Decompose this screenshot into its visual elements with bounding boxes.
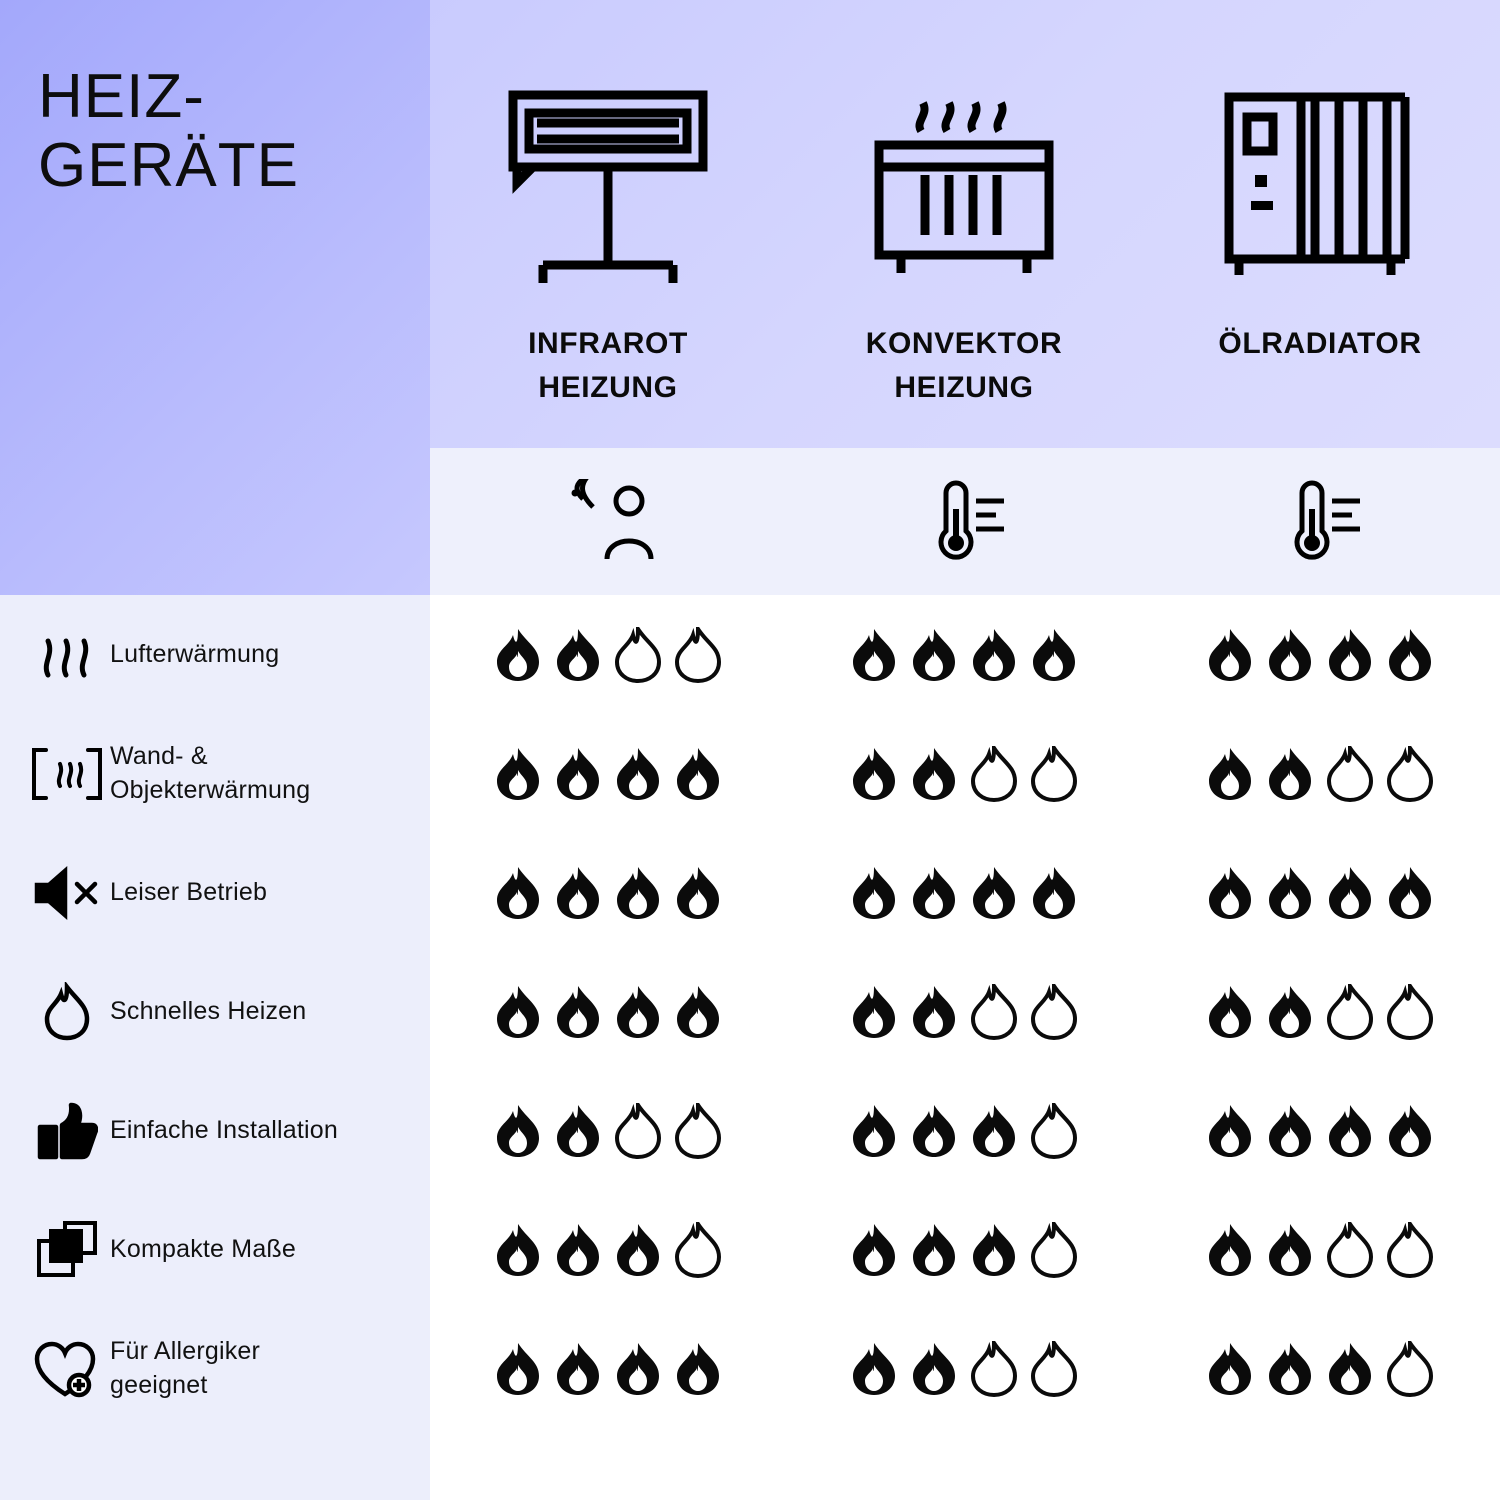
flame-filled-icon	[675, 746, 721, 802]
flame-filled-icon	[1267, 865, 1313, 921]
flame-filled-icon	[971, 1222, 1017, 1278]
column-title-konvektor	[786, 322, 1142, 409]
flame-filled-icon	[911, 1222, 957, 1278]
flame-filled-icon	[971, 865, 1017, 921]
page-title	[38, 62, 418, 201]
flame-empty-icon	[615, 627, 661, 683]
flame-filled-icon	[615, 984, 661, 1040]
rating-cell	[430, 952, 786, 1071]
flame-filled-icon	[1207, 627, 1253, 683]
flame-filled-icon	[851, 1341, 897, 1397]
row-label-line1: Leiser Betrieb	[110, 877, 268, 906]
flame-filled-icon	[555, 1103, 601, 1159]
flame-filled-icon	[555, 865, 601, 921]
flame-filled-icon	[911, 984, 957, 1040]
flame-filled-icon	[1207, 1222, 1253, 1278]
rating-cell	[786, 1309, 1142, 1428]
flame-empty-icon	[1387, 1222, 1433, 1278]
table-row	[0, 1190, 1500, 1309]
flame-empty-icon	[615, 1103, 661, 1159]
infrared-heater-icon	[430, 78, 786, 293]
rating-cell	[430, 714, 786, 833]
rating-cell	[1142, 833, 1498, 952]
row-label	[0, 1071, 430, 1190]
flame-filled-icon	[495, 1222, 541, 1278]
flame-filled-icon	[555, 984, 601, 1040]
flame-filled-icon	[1267, 746, 1313, 802]
flame-filled-icon	[851, 1222, 897, 1278]
thumbs-up-icon	[24, 1101, 110, 1161]
column-header-infrarot	[430, 0, 786, 448]
flame-filled-icon	[675, 865, 721, 921]
flame-filled-icon	[1387, 865, 1433, 921]
rating-cell	[786, 952, 1142, 1071]
flame-empty-icon	[1327, 746, 1373, 802]
row-label-line2: Objekterwärmung	[110, 775, 311, 804]
flame-filled-icon	[495, 627, 541, 683]
heat-waves-icon	[24, 629, 110, 681]
flame-filled-icon	[495, 984, 541, 1040]
flame-filled-icon	[615, 746, 661, 802]
flame-filled-icon	[1267, 1222, 1313, 1278]
flame-empty-icon	[1031, 746, 1077, 802]
flame-empty-icon	[971, 746, 1017, 802]
row-label-line1: Kompakte Maße	[110, 1234, 297, 1263]
column-header-konvektor	[786, 0, 1142, 448]
flame-filled-icon	[615, 1341, 661, 1397]
row-label	[0, 1190, 430, 1309]
flame-filled-icon	[911, 865, 957, 921]
flame-filled-icon	[495, 865, 541, 921]
flame-empty-icon	[1031, 1103, 1077, 1159]
wall-heating-icon	[24, 746, 110, 802]
mute-speaker-icon	[24, 866, 110, 920]
row-label	[0, 952, 430, 1071]
rating-cell	[1142, 595, 1498, 714]
row-label-text	[110, 740, 320, 808]
flame-filled-icon	[495, 1103, 541, 1159]
flame-empty-icon	[1031, 1222, 1077, 1278]
flame-empty-icon	[1031, 1341, 1077, 1397]
flame-filled-icon	[1327, 1341, 1373, 1397]
flame-empty-icon	[1387, 984, 1433, 1040]
table-row	[0, 714, 1500, 833]
row-label-line2: geeignet	[110, 1370, 208, 1399]
row-label-text	[110, 1114, 348, 1148]
column-title-line2: HEIZUNG	[894, 370, 1034, 404]
rating-cell	[786, 1190, 1142, 1309]
flame-filled-icon	[555, 746, 601, 802]
flame-empty-icon	[971, 984, 1017, 1040]
oil-radiator-icon	[1142, 78, 1498, 293]
row-label	[0, 1309, 430, 1428]
flame-filled-icon	[1207, 865, 1253, 921]
flame-filled-icon	[1327, 1103, 1373, 1159]
rating-cell	[430, 1190, 786, 1309]
flame-filled-icon	[555, 1222, 601, 1278]
table-row	[0, 1071, 1500, 1190]
row-label-line1: Für Allergiker	[110, 1336, 261, 1365]
flame-filled-icon	[675, 1341, 721, 1397]
flame-filled-icon	[1327, 627, 1373, 683]
row-label	[0, 714, 430, 833]
column-title-line1: KONVEKTOR	[865, 327, 1063, 360]
flame-empty-icon	[675, 627, 721, 683]
table-row	[0, 1309, 1500, 1428]
radiant-person-icon	[430, 448, 786, 595]
thermometer-icon	[786, 448, 1142, 595]
flame-filled-icon	[1267, 1103, 1313, 1159]
table-row	[0, 952, 1500, 1071]
rating-cell	[1142, 714, 1498, 833]
flame-filled-icon	[1267, 984, 1313, 1040]
flame-filled-icon	[851, 746, 897, 802]
flame-filled-icon	[1207, 1103, 1253, 1159]
table-row	[0, 595, 1500, 714]
flame-filled-icon	[851, 1103, 897, 1159]
column-title-line1: INFRAROT	[528, 327, 688, 360]
flame-empty-icon	[1387, 746, 1433, 802]
flame-filled-icon	[911, 627, 957, 683]
row-label-line1: Einfache Installation	[110, 1115, 338, 1144]
column-title-line2: HEIZUNG	[538, 370, 678, 404]
flame-filled-icon	[1387, 1103, 1433, 1159]
row-label-line1: Schnelles Heizen	[110, 996, 307, 1025]
flame-empty-icon	[1327, 1222, 1373, 1278]
rating-cell	[430, 833, 786, 952]
row-label-text	[110, 638, 289, 672]
flame-filled-icon	[555, 627, 601, 683]
convector-heater-icon	[786, 78, 1142, 293]
column-title-line1: ÖLRADIATOR	[1218, 327, 1422, 360]
flame-filled-icon	[911, 746, 957, 802]
flame-empty-icon	[1387, 1341, 1433, 1397]
row-label-text	[110, 995, 316, 1029]
flame-filled-icon	[1327, 865, 1373, 921]
row-label-text	[110, 1335, 270, 1403]
flame-filled-icon	[1031, 627, 1077, 683]
flame-filled-icon	[615, 865, 661, 921]
rating-cell	[786, 595, 1142, 714]
flame-filled-icon	[615, 1222, 661, 1278]
flame-filled-icon	[1031, 865, 1077, 921]
table-row	[0, 833, 1500, 952]
rating-cell	[430, 595, 786, 714]
rating-cell	[1142, 1071, 1498, 1190]
flame-filled-icon	[851, 984, 897, 1040]
page-title-line2: GERÄTE	[38, 131, 299, 201]
flame-filled-icon	[495, 746, 541, 802]
flame-empty-icon	[675, 1103, 721, 1159]
page-title-line1: HEIZ-	[38, 62, 205, 131]
row-label-line1: Lufterwärmung	[110, 639, 280, 668]
flame-filled-icon	[555, 1341, 601, 1397]
flame-filled-icon	[1207, 984, 1253, 1040]
thermometer-icon	[1142, 448, 1498, 595]
heart-plus-icon	[24, 1338, 110, 1400]
flame-filled-icon	[971, 627, 1017, 683]
flame-empty-icon	[1327, 984, 1373, 1040]
flame-filled-icon	[1387, 627, 1433, 683]
flame-outline-icon	[24, 982, 110, 1042]
flame-filled-icon	[1267, 1341, 1313, 1397]
flame-empty-icon	[971, 1341, 1017, 1397]
flame-filled-icon	[1207, 746, 1253, 802]
flame-filled-icon	[851, 865, 897, 921]
flame-filled-icon	[495, 1341, 541, 1397]
rating-cell	[430, 1309, 786, 1428]
rating-cell	[430, 1071, 786, 1190]
rating-cell	[786, 714, 1142, 833]
flame-filled-icon	[1267, 627, 1313, 683]
column-title-oelradiator	[1142, 322, 1498, 366]
compact-size-icon	[24, 1219, 110, 1281]
flame-empty-icon	[675, 1222, 721, 1278]
rating-cell	[786, 833, 1142, 952]
row-label-text	[110, 876, 277, 910]
row-label-text	[110, 1233, 306, 1267]
flame-filled-icon	[971, 1103, 1017, 1159]
row-label	[0, 595, 430, 714]
column-title-infrarot	[430, 322, 786, 409]
flame-filled-icon	[911, 1103, 957, 1159]
flame-filled-icon	[1207, 1341, 1253, 1397]
rating-cell	[1142, 1190, 1498, 1309]
column-header-oelradiator	[1142, 0, 1498, 448]
rating-cell	[1142, 952, 1498, 1071]
flame-filled-icon	[851, 627, 897, 683]
rating-cell	[1142, 1309, 1498, 1428]
flame-empty-icon	[1031, 984, 1077, 1040]
row-label	[0, 833, 430, 952]
rating-cell	[786, 1071, 1142, 1190]
row-label-line1: Wand- &	[110, 741, 208, 770]
flame-filled-icon	[911, 1341, 957, 1397]
flame-filled-icon	[675, 984, 721, 1040]
